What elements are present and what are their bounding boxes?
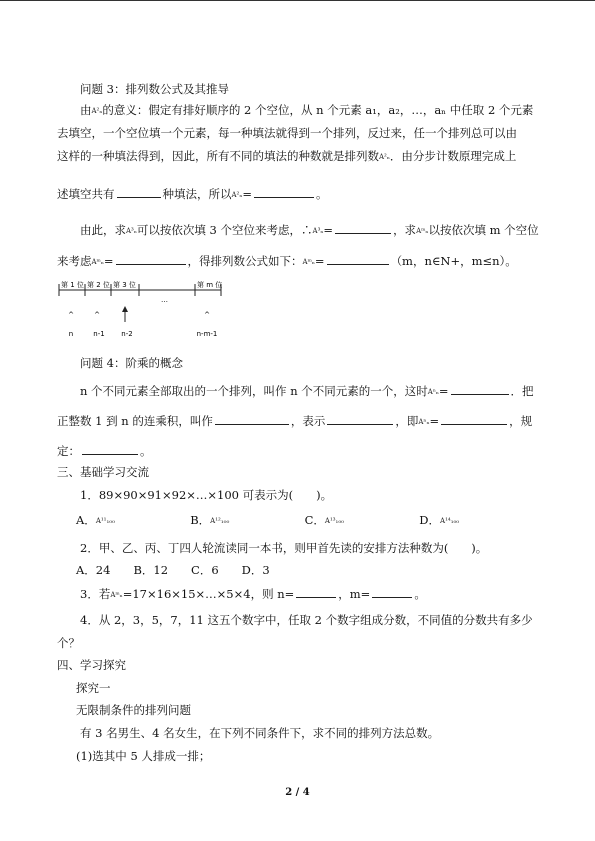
perm-symbol: A²ₙ	[379, 152, 390, 161]
perm-symbol: Aᵐₙ	[110, 590, 123, 599]
answer-blank	[327, 413, 393, 425]
basic-q2: 2．甲、乙、丙、丁四人轮流读同一本书，则甲首先读的安排方法种数为( )。	[80, 541, 488, 555]
answer-blank	[82, 443, 138, 455]
q4-line1: n 个不同元素全部取出的一个排列，叫作 n 个不同元素的一个，这时Aⁿₙ= ．把	[80, 384, 534, 398]
count-label: n-m-1	[196, 330, 218, 338]
count-label: n	[68, 330, 74, 338]
perm-symbol: A³ₙ	[126, 226, 137, 235]
answer-blank	[254, 186, 314, 198]
basic-q2-options: A．24 B．12 C．6 D．3	[76, 563, 270, 577]
perm-symbol: Aᵐₙ	[416, 226, 429, 235]
explore-part1: (1)选其中 5 人排成一排；	[76, 749, 211, 763]
basic-q4-line2: 个？	[57, 636, 80, 650]
answer-blank	[327, 253, 389, 265]
answer-blank	[441, 413, 507, 425]
svg-text:^: ^	[94, 311, 100, 319]
section-4-title: 四、学习探究	[57, 658, 126, 672]
svg-text:^: ^	[68, 311, 74, 319]
perm-symbol: Aⁿₙ	[418, 417, 430, 426]
perm-symbol: A¹¹₁₀₀	[95, 516, 115, 525]
slot-diagram	[55, 278, 235, 340]
perm-symbol: A¹⁴₁₀₀	[440, 516, 460, 525]
answer-blank	[296, 586, 336, 598]
perm-symbol: A²ₙ	[231, 190, 243, 199]
q3-line4: 述填空共有 种填法，所以A²ₙ= 。	[57, 187, 328, 201]
basic-q4-line1: 4．从 2，3，5，7，11 这五个数字中，任取 2 个数字组成分数，不同值的分数共有多少	[80, 613, 533, 627]
section-3-title: 三、基础学习交流	[57, 465, 149, 479]
q3-line3: 这样的一种填法得到，因此，所有不同的填法的种数就是排列数A²ₙ．由分步计数原理完成上	[57, 149, 517, 163]
slot-label: 第 3 位	[113, 281, 136, 289]
page-number: 2 / 4	[285, 787, 310, 798]
count-label: n-2	[121, 330, 133, 338]
answer-blank	[335, 222, 391, 234]
q3-line6: 来考虑Aᵐₙ= ，得排列数公式如下：Aᵐₙ= （m，n∈N+，m≤n）。	[57, 254, 517, 268]
basic-q3: 3．若Aᵐₙ=17×16×15×…×5×4，则 n= ，m= 。	[80, 587, 426, 601]
answer-blank	[451, 383, 509, 395]
perm-symbol: A²ₙ	[91, 106, 103, 115]
q4-line3: 定： 。	[57, 444, 152, 458]
svg-text:^: ^	[204, 311, 210, 319]
perm-symbol: A¹²₁₀₀	[210, 516, 230, 525]
perm-symbol: Aᵐₙ	[91, 257, 104, 266]
answer-blank	[372, 586, 412, 598]
q4-line2: 正整数 1 到 n 的连乘积，叫作 ，表示 ，即Aⁿₙ= ，规	[57, 414, 533, 428]
answer-blank	[117, 186, 161, 198]
perm-symbol: A¹³₁₀₀	[324, 516, 344, 525]
slot-label: 第 1 位	[61, 281, 84, 289]
basic-q1: 1．89×90×91×92×…×100 可表示为( )。	[80, 488, 333, 502]
slot-label: …	[161, 296, 168, 304]
answer-blank	[116, 253, 186, 265]
q4-title: 问题 4：阶乘的概念	[80, 356, 183, 370]
q3-line2: 去填空，一个空位填一个元素，每一种填法就得到一个排列，反过来，任一个排列总可以由	[57, 126, 517, 140]
basic-q1-options: A．A¹¹₁₀₀ B．A¹²₁₀₀ C．A¹³₁₀₀ D．A¹⁴₁₀₀	[76, 513, 460, 527]
perm-symbol: A³ₙ	[312, 226, 324, 235]
answer-blank	[215, 413, 289, 425]
slot-label: 第 m 位	[197, 281, 223, 289]
explore-label: 探究一	[76, 681, 111, 695]
count-label: n-1	[93, 330, 105, 338]
explore-problem: 有 3 名男生、4 名女生，在下列不同条件下，求不同的排列方法总数。	[80, 726, 440, 740]
q3-line1: 由A²ₙ的意义：假定有排好顺序的 2 个空位，从 n 个元素 a₁，a₂，…，aₙ 中任取 2 个元素	[80, 103, 534, 117]
page-top-border	[0, 0, 595, 1]
perm-symbol: Aⁿₙ	[427, 387, 439, 396]
perm-symbol: Aᵐₙ	[302, 257, 315, 266]
q3-title: 问题 3：排列数公式及其推导	[80, 82, 229, 96]
q3-line5: 由此，求A³ₙ可以按依次填 3 个空位来考虑，∴A³ₙ= ，求Aᵐₙ以按依次填 m 个空位	[80, 223, 539, 237]
slot-label: 第 2 位	[87, 281, 110, 289]
explore-topic: 无限制条件的排列问题	[76, 703, 191, 717]
